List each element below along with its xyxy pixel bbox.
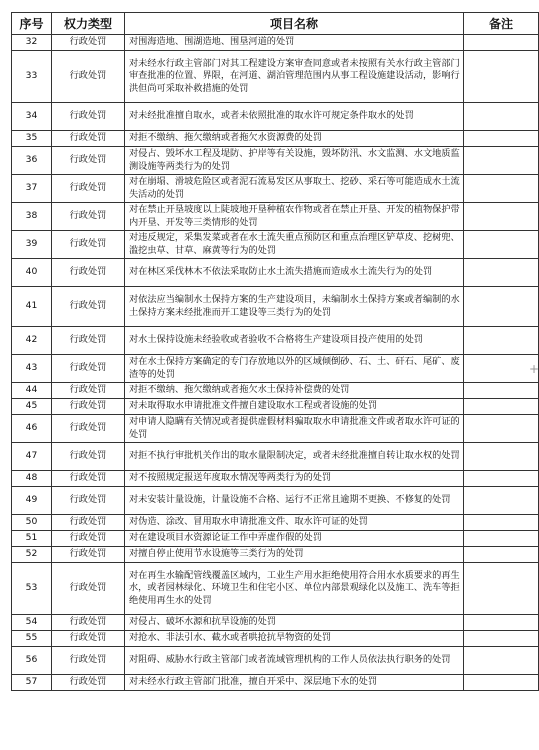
row-name: 对水土保持设施未经验收或者验收不合格将生产建设项目投产使用的处罚 xyxy=(125,327,464,355)
plus-icon: + xyxy=(529,362,539,376)
row-type: 行政处罚 xyxy=(52,131,125,147)
header-name: 项目名称 xyxy=(125,13,464,35)
row-name: 对拒不缴纳、拖欠缴纳或者拖欠水土保持补偿费的处罚 xyxy=(125,383,464,399)
row-note xyxy=(464,131,539,147)
row-note xyxy=(464,675,539,691)
header-note: 备注 xyxy=(464,13,539,35)
row-type: 行政处罚 xyxy=(52,487,125,515)
row-note xyxy=(464,103,539,131)
row-seq: 40 xyxy=(12,259,52,287)
table-row xyxy=(12,515,539,531)
row-type: 行政处罚 xyxy=(52,631,125,647)
row-seq: 41 xyxy=(12,287,52,327)
row-name: 对在再生水输配管线覆盖区域内，工业生产用水拒绝使用符合用水水质要求的再生水，或者园林绿化、环境卫生和住宅小区、单位内部景观绿化以及施工、洗车等拒绝使用再生水的处罚 xyxy=(125,563,464,615)
row-note xyxy=(464,203,539,231)
table-row xyxy=(12,487,539,515)
row-type: 行政处罚 xyxy=(52,415,125,443)
row-note xyxy=(464,399,539,415)
table-row xyxy=(12,355,539,383)
power-list-table xyxy=(11,12,539,691)
row-seq: 33 xyxy=(12,51,52,103)
row-name: 对在水土保持方案确定的专门存放地以外的区域倾倒砂、石、土、矸石、尾矿、废渣等的处罚 xyxy=(125,355,464,383)
table-row xyxy=(12,415,539,443)
row-type: 行政处罚 xyxy=(52,615,125,631)
row-seq: 32 xyxy=(12,35,52,51)
row-seq: 51 xyxy=(12,531,52,547)
row-type: 行政处罚 xyxy=(52,327,125,355)
row-type: 行政处罚 xyxy=(52,231,125,259)
row-note xyxy=(464,563,539,615)
row-note xyxy=(464,35,539,51)
row-type: 行政处罚 xyxy=(52,35,125,51)
row-note xyxy=(464,487,539,515)
table-row xyxy=(12,203,539,231)
row-seq: 49 xyxy=(12,487,52,515)
row-name: 对在崩塌、滑坡危险区或者泥石流易发区从事取土、挖砂、采石等可能造成水土流失活动的处罚 xyxy=(125,175,464,203)
row-seq: 42 xyxy=(12,327,52,355)
row-seq: 37 xyxy=(12,175,52,203)
row-note xyxy=(464,443,539,471)
row-type: 行政处罚 xyxy=(52,647,125,675)
table-row xyxy=(12,675,539,691)
row-name: 对在建设项目水资源论证工作中弄虚作假的处罚 xyxy=(125,531,464,547)
row-type: 行政处罚 xyxy=(52,515,125,531)
row-name: 对拒不执行审批机关作出的取水量限制决定，或者未经批准擅自转让取水权的处罚 xyxy=(125,443,464,471)
row-note xyxy=(464,547,539,563)
row-note xyxy=(464,415,539,443)
row-note xyxy=(464,355,539,383)
row-note xyxy=(464,615,539,631)
row-name: 对拒不缴纳、拖欠缴纳或者拖欠水资源费的处罚 xyxy=(125,131,464,147)
row-seq: 44 xyxy=(12,383,52,399)
table-row xyxy=(12,147,539,175)
row-name: 对未经水行政主管部门对其工程建设方案审查同意或者未按照有关水行政主管部门审查批准的位置、界限，在河道、湖泊管理范围内从事工程设施建设活动，影响行洪但尚可采取补救措施的处罚 xyxy=(125,51,464,103)
table-row xyxy=(12,259,539,287)
row-type: 行政处罚 xyxy=(52,443,125,471)
row-seq: 36 xyxy=(12,147,52,175)
row-note xyxy=(464,147,539,175)
row-seq: 52 xyxy=(12,547,52,563)
row-note xyxy=(464,531,539,547)
row-seq: 50 xyxy=(12,515,52,531)
row-note xyxy=(464,51,539,103)
header-type: 权力类型 xyxy=(52,13,125,35)
row-note xyxy=(464,631,539,647)
table-row xyxy=(12,287,539,327)
row-type: 行政处罚 xyxy=(52,563,125,615)
table-row xyxy=(12,615,539,631)
row-seq: 38 xyxy=(12,203,52,231)
row-seq: 55 xyxy=(12,631,52,647)
table-header-row xyxy=(12,13,539,35)
table-body xyxy=(12,35,539,691)
row-type: 行政处罚 xyxy=(52,355,125,383)
table-row xyxy=(12,231,539,259)
row-name: 对依法应当编制水土保持方案的生产建设项目，未编制水土保持方案或者编制的水土保持方案未经批准而开工建设等三类行为的处罚 xyxy=(125,287,464,327)
row-note xyxy=(464,175,539,203)
row-note xyxy=(464,327,539,355)
row-seq: 35 xyxy=(12,131,52,147)
row-note xyxy=(464,231,539,259)
row-type: 行政处罚 xyxy=(52,471,125,487)
row-name: 对围海造地、围湖造地、围垦河道的处罚 xyxy=(125,35,464,51)
row-type: 行政处罚 xyxy=(52,399,125,415)
row-name: 对擅自停止使用节水设施等三类行为的处罚 xyxy=(125,547,464,563)
row-note xyxy=(464,515,539,531)
table-row xyxy=(12,647,539,675)
row-name: 对申请人隐瞒有关情况或者提供虚假材料骗取取水申请批准文件或者取水许可证的处罚 xyxy=(125,415,464,443)
row-seq: 45 xyxy=(12,399,52,415)
row-name: 对未取得取水申请批准文件擅自建设取水工程或者设施的处罚 xyxy=(125,399,464,415)
row-note xyxy=(464,259,539,287)
table-row xyxy=(12,443,539,471)
row-type: 行政处罚 xyxy=(52,103,125,131)
row-type: 行政处罚 xyxy=(52,259,125,287)
row-note xyxy=(464,471,539,487)
table-row xyxy=(12,471,539,487)
table-row xyxy=(12,327,539,355)
table-row xyxy=(12,399,539,415)
row-type: 行政处罚 xyxy=(52,51,125,103)
row-seq: 53 xyxy=(12,563,52,615)
row-seq: 56 xyxy=(12,647,52,675)
table-row xyxy=(12,103,539,131)
row-type: 行政处罚 xyxy=(52,547,125,563)
table-row xyxy=(12,51,539,103)
row-name: 对未经批准擅自取水，或者未依照批准的取水许可规定条件取水的处罚 xyxy=(125,103,464,131)
table-row xyxy=(12,547,539,563)
row-seq: 47 xyxy=(12,443,52,471)
row-name: 对侵占、毁坏水工程及堤防、护岸等有关设施，毁坏防汛、水文监测、水文地质监测设施等两类行为的处罚 xyxy=(125,147,464,175)
row-name: 对在林区采伐林木不依法采取防止水土流失措施而造成水土流失行为的处罚 xyxy=(125,259,464,287)
row-seq: 57 xyxy=(12,675,52,691)
row-note xyxy=(464,287,539,327)
table-row xyxy=(12,531,539,547)
table-row xyxy=(12,631,539,647)
row-seq: 34 xyxy=(12,103,52,131)
row-name: 对侵占、破坏水源和抗旱设施的处罚 xyxy=(125,615,464,631)
row-name: 对未经水行政主管部门批准，擅自开采中、深层地下水的处罚 xyxy=(125,675,464,691)
table-row xyxy=(12,563,539,615)
row-name: 对违反规定，采集发菜或者在水土流失重点预防区和重点治理区铲草皮、挖树兜、滥挖虫草、甘草、麻黄等行为的处罚 xyxy=(125,231,464,259)
row-type: 行政处罚 xyxy=(52,147,125,175)
row-type: 行政处罚 xyxy=(52,383,125,399)
row-name: 对未安装计量设施，计量设施不合格、运行不正常且逾期不更换、不修复的处罚 xyxy=(125,487,464,515)
row-name: 对伪造、涂改、冒用取水申请批准文件、取水许可证的处罚 xyxy=(125,515,464,531)
row-seq: 43 xyxy=(12,355,52,383)
row-type: 行政处罚 xyxy=(52,175,125,203)
row-name: 对在禁止开垦坡度以上陡坡地开垦种植农作物或者在禁止开垦、开发的植物保护带内开垦、开发等三类情形的处罚 xyxy=(125,203,464,231)
row-type: 行政处罚 xyxy=(52,203,125,231)
row-name: 对阻碍、威胁水行政主管部门或者流域管理机构的工作人员依法执行职务的处罚 xyxy=(125,647,464,675)
row-name: 对抢水、非法引水、截水或者哄抢抗旱物资的处罚 xyxy=(125,631,464,647)
row-type: 行政处罚 xyxy=(52,675,125,691)
row-seq: 46 xyxy=(12,415,52,443)
table-row xyxy=(12,175,539,203)
table-row xyxy=(12,131,539,147)
header-seq: 序号 xyxy=(12,13,52,35)
row-note xyxy=(464,383,539,399)
row-seq: 48 xyxy=(12,471,52,487)
row-note xyxy=(464,647,539,675)
table-row xyxy=(12,383,539,399)
row-seq: 39 xyxy=(12,231,52,259)
row-type: 行政处罚 xyxy=(52,531,125,547)
table-row xyxy=(12,35,539,51)
row-name: 对不按照规定报送年度取水情况等两类行为的处罚 xyxy=(125,471,464,487)
row-seq: 54 xyxy=(12,615,52,631)
row-type: 行政处罚 xyxy=(52,287,125,327)
